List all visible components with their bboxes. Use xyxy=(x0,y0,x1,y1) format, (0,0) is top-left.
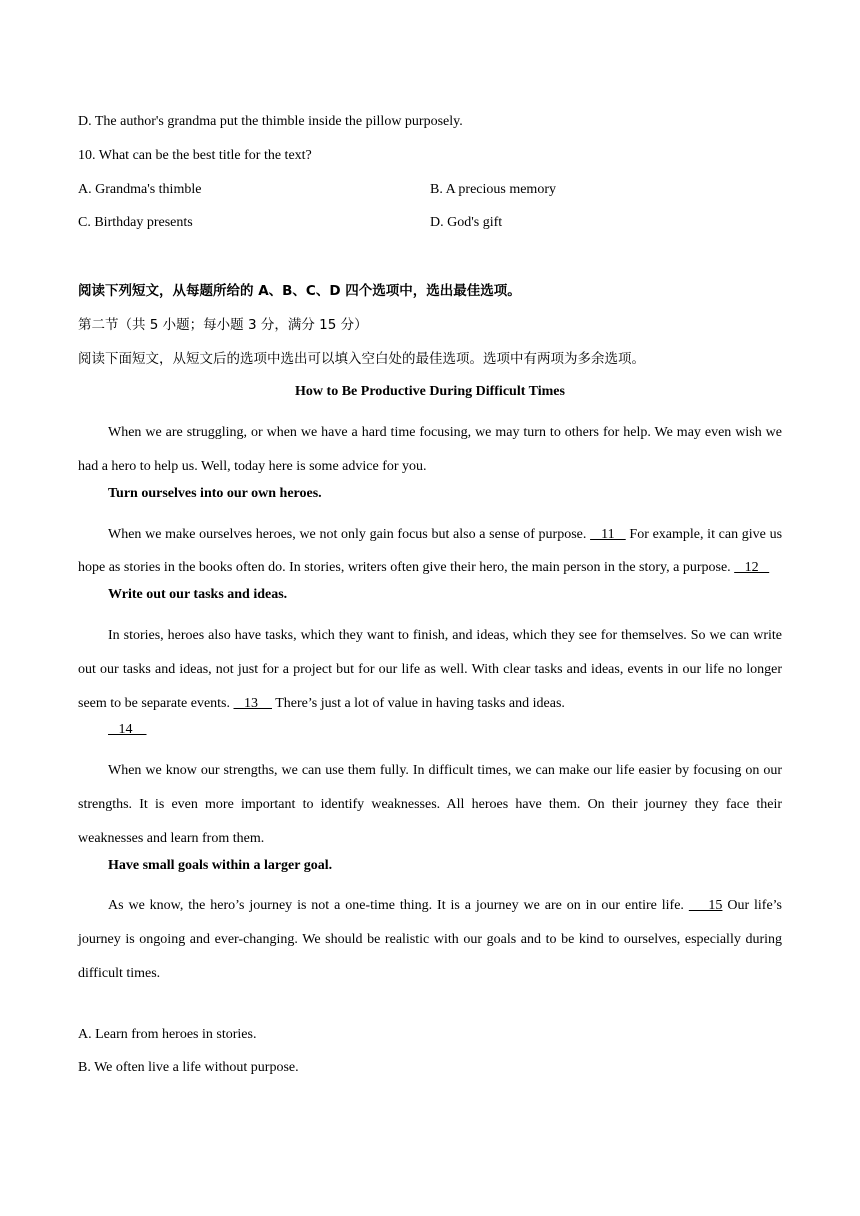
blank-11: 11 xyxy=(590,526,626,542)
part-instruction: 阅读下面短文，从短文后的选项中选出可以填入空白处的最佳选项。选项中有两项为多余选项。 xyxy=(78,350,645,367)
article-title: How to Be Productive During Difficult Times xyxy=(295,384,565,400)
part-heading: 第二节（共 5 小题；每小题 3 分，满分 15 分） xyxy=(78,316,368,333)
spacer xyxy=(78,247,782,281)
option-b: B. We often live a life without purpose. xyxy=(78,1060,299,1076)
q10-option-c: C. Birthday presents xyxy=(78,215,193,231)
article-paragraph-5 xyxy=(78,889,782,990)
q10-question: 10. What can be the best title for the text? xyxy=(78,147,312,163)
paragraph-2-text-a: When we make ourselves heroes, we not only gain focus but also a sense of purpose. xyxy=(108,526,587,542)
option-a: A. Learn from heroes in stories. xyxy=(78,1026,257,1042)
article-paragraph-4: When we know our strengths, we can use them fully. In difficult times, we can make our life easier by focusing on our strengths. It is even more important to identify weaknesses. All heroes have them. On their journey they face their weaknesses and learn from them. xyxy=(78,763,782,846)
paragraph-5-text-b: Our life’s journey is ongoing and ever-changing. We should be realistic with our goals and to be kind to ourselves, especially during difficult times. xyxy=(78,898,783,981)
q10-options-row-1 xyxy=(78,180,782,200)
blank-14-line xyxy=(78,720,782,740)
q10-option-d: D. God's gift xyxy=(430,215,503,231)
q10-option-b: B. A precious memory xyxy=(430,181,556,197)
article-paragraph-1: When we are struggling, or when we have a hard time focusing, we may turn to others for help. We may even wish we had a hero to help us. Well, today here is some advice for you. xyxy=(78,425,782,474)
q9-option-d: D. The author's grandma put the thimble inside the pillow purposely. xyxy=(78,114,463,129)
paragraph-3-text-a: In stories, heroes also have tasks, which they want to finish, and ideas, which they see for themselves. So we can write out our tasks and ideas, not just for a project but for our life as well. With clear tasks and ideas, events in our life no longer seem to be separate events. xyxy=(78,627,782,711)
blank-13: 13 xyxy=(233,695,272,711)
blank-15: 15 xyxy=(688,898,723,914)
q10-options-row-2 xyxy=(78,213,782,233)
blank-12: 12 xyxy=(734,560,770,576)
spacer xyxy=(78,991,782,1025)
paragraph-5-text-a: As we know, the hero’s journey is not a one-time thing. It is a journey we are on in our entire life. xyxy=(108,898,684,914)
paragraph-3-text-b: There’s just a lot of value in having tasks and ideas. xyxy=(275,695,565,711)
article-heading-3: Have small goals within a larger goal. xyxy=(108,857,333,873)
article-paragraph-3 xyxy=(78,619,782,720)
article-heading-1: Turn ourselves into our own heroes. xyxy=(108,485,322,501)
article-heading-2: Write out our tasks and ideas. xyxy=(108,587,288,603)
blank-14: 14 xyxy=(108,722,147,738)
article-paragraph-2 xyxy=(78,518,782,586)
document-page xyxy=(78,112,782,1092)
q10-option-a: A. Grandma's thimble xyxy=(78,181,202,197)
section-instruction: 阅读下列短文，从每题所给的 A、B、C、D 四个选项中，选出最佳选项。 xyxy=(78,282,521,299)
paragraph-2-text-b: For example, it can give us hope as stories in the books often do. In stories, writers often give their hero, the main person in the story, a purpose. xyxy=(78,526,783,576)
